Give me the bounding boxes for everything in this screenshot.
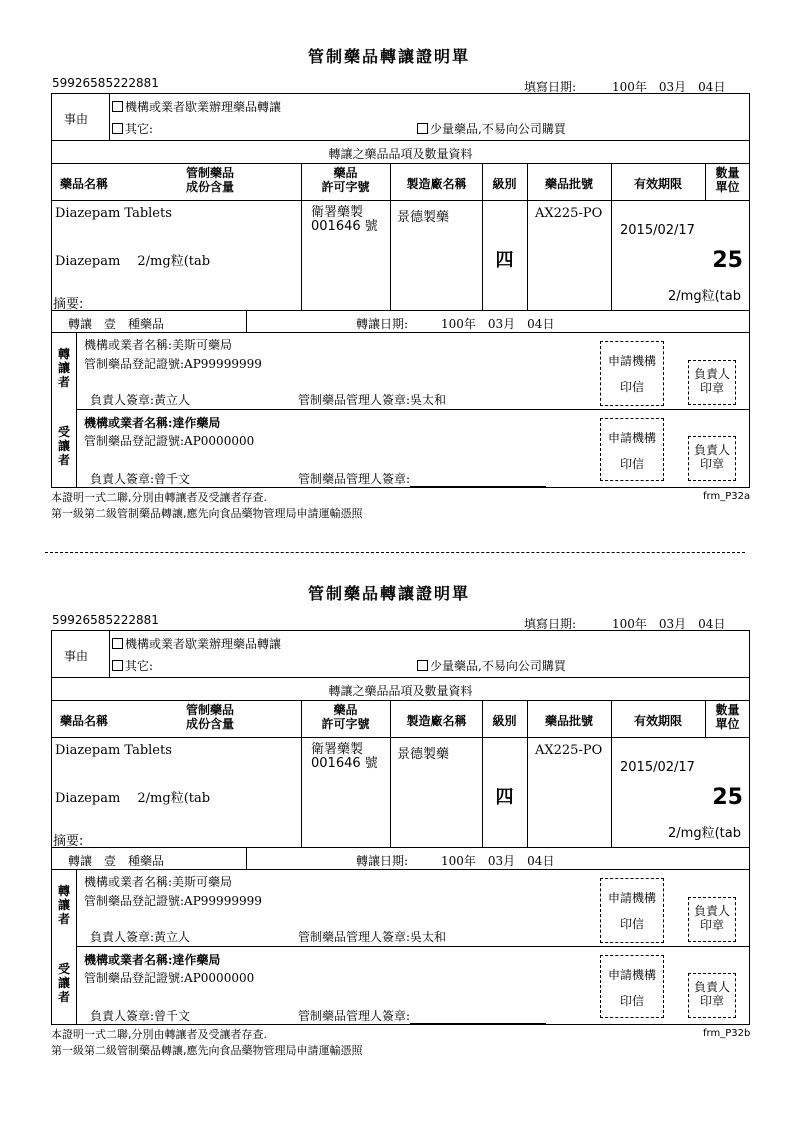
col-batch: 藥品批號 (544, 177, 593, 191)
transferor-registration: 管制藥品登記證號:AP99999999 (84, 357, 262, 371)
recipient-owner-signature: 負責人簽章:曾千文 (90, 472, 191, 486)
drug-ingredient: Diazepam 2/mg粒(tab (55, 254, 211, 269)
document-number: 59926585222881 (52, 76, 159, 90)
batch-number: AX225-PO (535, 206, 603, 221)
section-title: 轉讓之藥品品項及數量資料 (328, 684, 473, 698)
col-batch: 藥品批號 (544, 714, 593, 728)
col-content: 管制藥品 成份含量 (186, 703, 235, 731)
form-code: frm_P32b (703, 1028, 751, 1039)
recipient-name: 機構或業者名稱:達作藥局 (84, 416, 221, 430)
reason-option-other[interactable] (112, 120, 153, 137)
recipient-name: 機構或業者名稱:達作藥局 (84, 953, 221, 967)
drug-name: Diazepam Tablets (55, 206, 172, 221)
summary-label: 摘要: (53, 297, 84, 312)
col-level: 級別 (492, 714, 517, 728)
col-qty: 數量 單位 (715, 703, 740, 731)
reason-option-other-label: 其它: (125, 659, 154, 673)
license-number: 衛署藥製 001646 號 (311, 205, 378, 234)
reason-option-small-quantity[interactable] (417, 657, 566, 674)
note-copies: 本證明一式二聯,分別由轉讓者及受讓者存查. (51, 1028, 267, 1041)
recipient-manager-signature: 管制藥品管理人簽章: (298, 470, 546, 487)
transferor-label: 轉讓者 (57, 884, 70, 926)
reason-option-small-quantity-label: 少量藥品,不易向公司購買 (430, 122, 566, 136)
signature-line[interactable] (410, 474, 546, 487)
checkbox-icon[interactable] (112, 638, 123, 649)
col-level: 級別 (492, 177, 517, 191)
col-maker: 製造廠名稱 (406, 714, 467, 728)
reason-option-small-quantity[interactable] (417, 120, 566, 137)
drug-level: 四 (495, 250, 514, 271)
reason-option-closure-label: 機構或業者歇業辦理藥品轉讓 (125, 637, 282, 651)
transfer-date: 100年 03月 04日 (441, 317, 555, 331)
reason-option-other[interactable] (112, 657, 153, 674)
note-transport: 第一級第二級管制藥品轉讓,應先向食品藥物管理局申請運輸憑照 (51, 1044, 363, 1057)
recipient-owner-seal: 負責人 印章 (688, 436, 736, 481)
recipient-registration: 管制藥品登記證號:AP0000000 (84, 971, 255, 985)
transferor-name: 機構或業者名稱:美斯可藥局 (84, 338, 233, 352)
form-title: 管制藥品轉讓證明單 (308, 584, 471, 603)
checkbox-icon[interactable] (417, 123, 428, 134)
reason-option-closure[interactable] (112, 98, 281, 115)
expiry-date: 2015/02/17 (620, 760, 695, 775)
fill-date-label: 填寫日期: (524, 80, 577, 94)
transferor-owner-signature: 負責人簽章:黃立人 (90, 930, 191, 944)
signature-line[interactable] (410, 1011, 546, 1024)
transferor-owner-seal: 負責人 印章 (688, 897, 736, 942)
transfer-date-label: 轉讓日期: (356, 854, 409, 868)
recipient-owner-seal: 負責人 印章 (688, 973, 736, 1018)
transferor-name: 機構或業者名稱:美斯可藥局 (84, 875, 233, 889)
transfer-count: 轉讓 壹 種藥品 (68, 317, 165, 331)
summary-label: 摘要: (53, 834, 84, 849)
recipient-registration: 管制藥品登記證號:AP0000000 (84, 434, 255, 448)
fill-date: 100年 03月 04日 (612, 80, 726, 94)
transfer-date-label: 轉讓日期: (356, 317, 409, 331)
quantity: 25 (712, 785, 743, 810)
transferor-registration: 管制藥品登記證號:AP99999999 (84, 894, 262, 908)
recipient-org-seal: 申請機構 印信 (600, 418, 664, 481)
recipient-owner-signature: 負責人簽章:曾千文 (90, 1009, 191, 1023)
reason-label: 事由 (64, 649, 89, 663)
col-content: 管制藥品 成份含量 (186, 166, 235, 194)
section-title: 轉讓之藥品品項及數量資料 (328, 147, 473, 161)
fill-date: 100年 03月 04日 (612, 617, 726, 631)
col-drug-name: 藥品名稱 (60, 177, 109, 191)
certificate-copy-1 (0, 0, 796, 535)
checkbox-icon[interactable] (112, 660, 123, 671)
batch-number: AX225-PO (535, 743, 603, 758)
transfer-date: 100年 03月 04日 (441, 854, 555, 868)
form-title: 管制藥品轉讓證明單 (308, 47, 471, 66)
reason-option-other-label: 其它: (125, 122, 154, 136)
transferor-org-seal: 申請機構 印信 (600, 878, 664, 943)
recipient-label: 受讓者 (57, 962, 70, 1004)
checkbox-icon[interactable] (112, 101, 123, 112)
reason-option-closure-label: 機構或業者歇業辦理藥品轉讓 (125, 100, 282, 114)
checkbox-icon[interactable] (112, 123, 123, 134)
maker-name: 景德製藥 (397, 210, 450, 225)
transfer-count: 轉讓 壹 種藥品 (68, 854, 165, 868)
recipient-manager-signature: 管制藥品管理人簽章: (298, 1007, 546, 1024)
expiry-date: 2015/02/17 (620, 223, 695, 238)
recipient-label: 受讓者 (57, 425, 70, 467)
unit: 2/mg粒(tab (668, 826, 741, 841)
drug-level: 四 (495, 787, 514, 808)
drug-ingredient: Diazepam 2/mg粒(tab (55, 791, 211, 806)
col-qty: 數量 單位 (715, 166, 740, 194)
col-license: 藥品 許可字號 (321, 703, 370, 731)
note-transport: 第一級第二級管制藥品轉讓,應先向食品藥物管理局申請運輸憑照 (51, 507, 363, 520)
recipient-org-seal: 申請機構 印信 (600, 955, 664, 1018)
transferor-label: 轉讓者 (57, 347, 70, 389)
transferor-owner-signature: 負責人簽章:黃立人 (90, 393, 191, 407)
checkbox-icon[interactable] (417, 660, 428, 671)
reason-option-small-quantity-label: 少量藥品,不易向公司購買 (430, 659, 566, 673)
col-expiry: 有效期限 (633, 714, 682, 728)
document-number: 59926585222881 (52, 613, 159, 627)
fill-date-label: 填寫日期: (524, 617, 577, 631)
col-maker: 製造廠名稱 (406, 177, 467, 191)
reason-label: 事由 (64, 112, 89, 126)
transferor-manager-signature: 管制藥品管理人簽章:吳太和 (298, 930, 447, 944)
transferor-owner-seal: 負責人 印章 (688, 360, 736, 405)
certificate-copy-2 (0, 537, 796, 1072)
drug-name: Diazepam Tablets (55, 743, 172, 758)
transferor-org-seal: 申請機構 印信 (600, 341, 664, 406)
transferor-manager-signature: 管制藥品管理人簽章:吳太和 (298, 393, 447, 407)
col-drug-name: 藥品名稱 (60, 714, 109, 728)
col-license: 藥品 許可字號 (321, 166, 370, 194)
form-code: frm_P32a (703, 491, 751, 502)
unit: 2/mg粒(tab (668, 289, 741, 304)
license-number: 衛署藥製 001646 號 (311, 742, 378, 771)
note-copies: 本證明一式二聯,分別由轉讓者及受讓者存查. (51, 491, 267, 504)
col-expiry: 有效期限 (633, 177, 682, 191)
reason-option-closure[interactable] (112, 635, 281, 652)
maker-name: 景德製藥 (397, 747, 450, 762)
quantity: 25 (712, 248, 743, 273)
